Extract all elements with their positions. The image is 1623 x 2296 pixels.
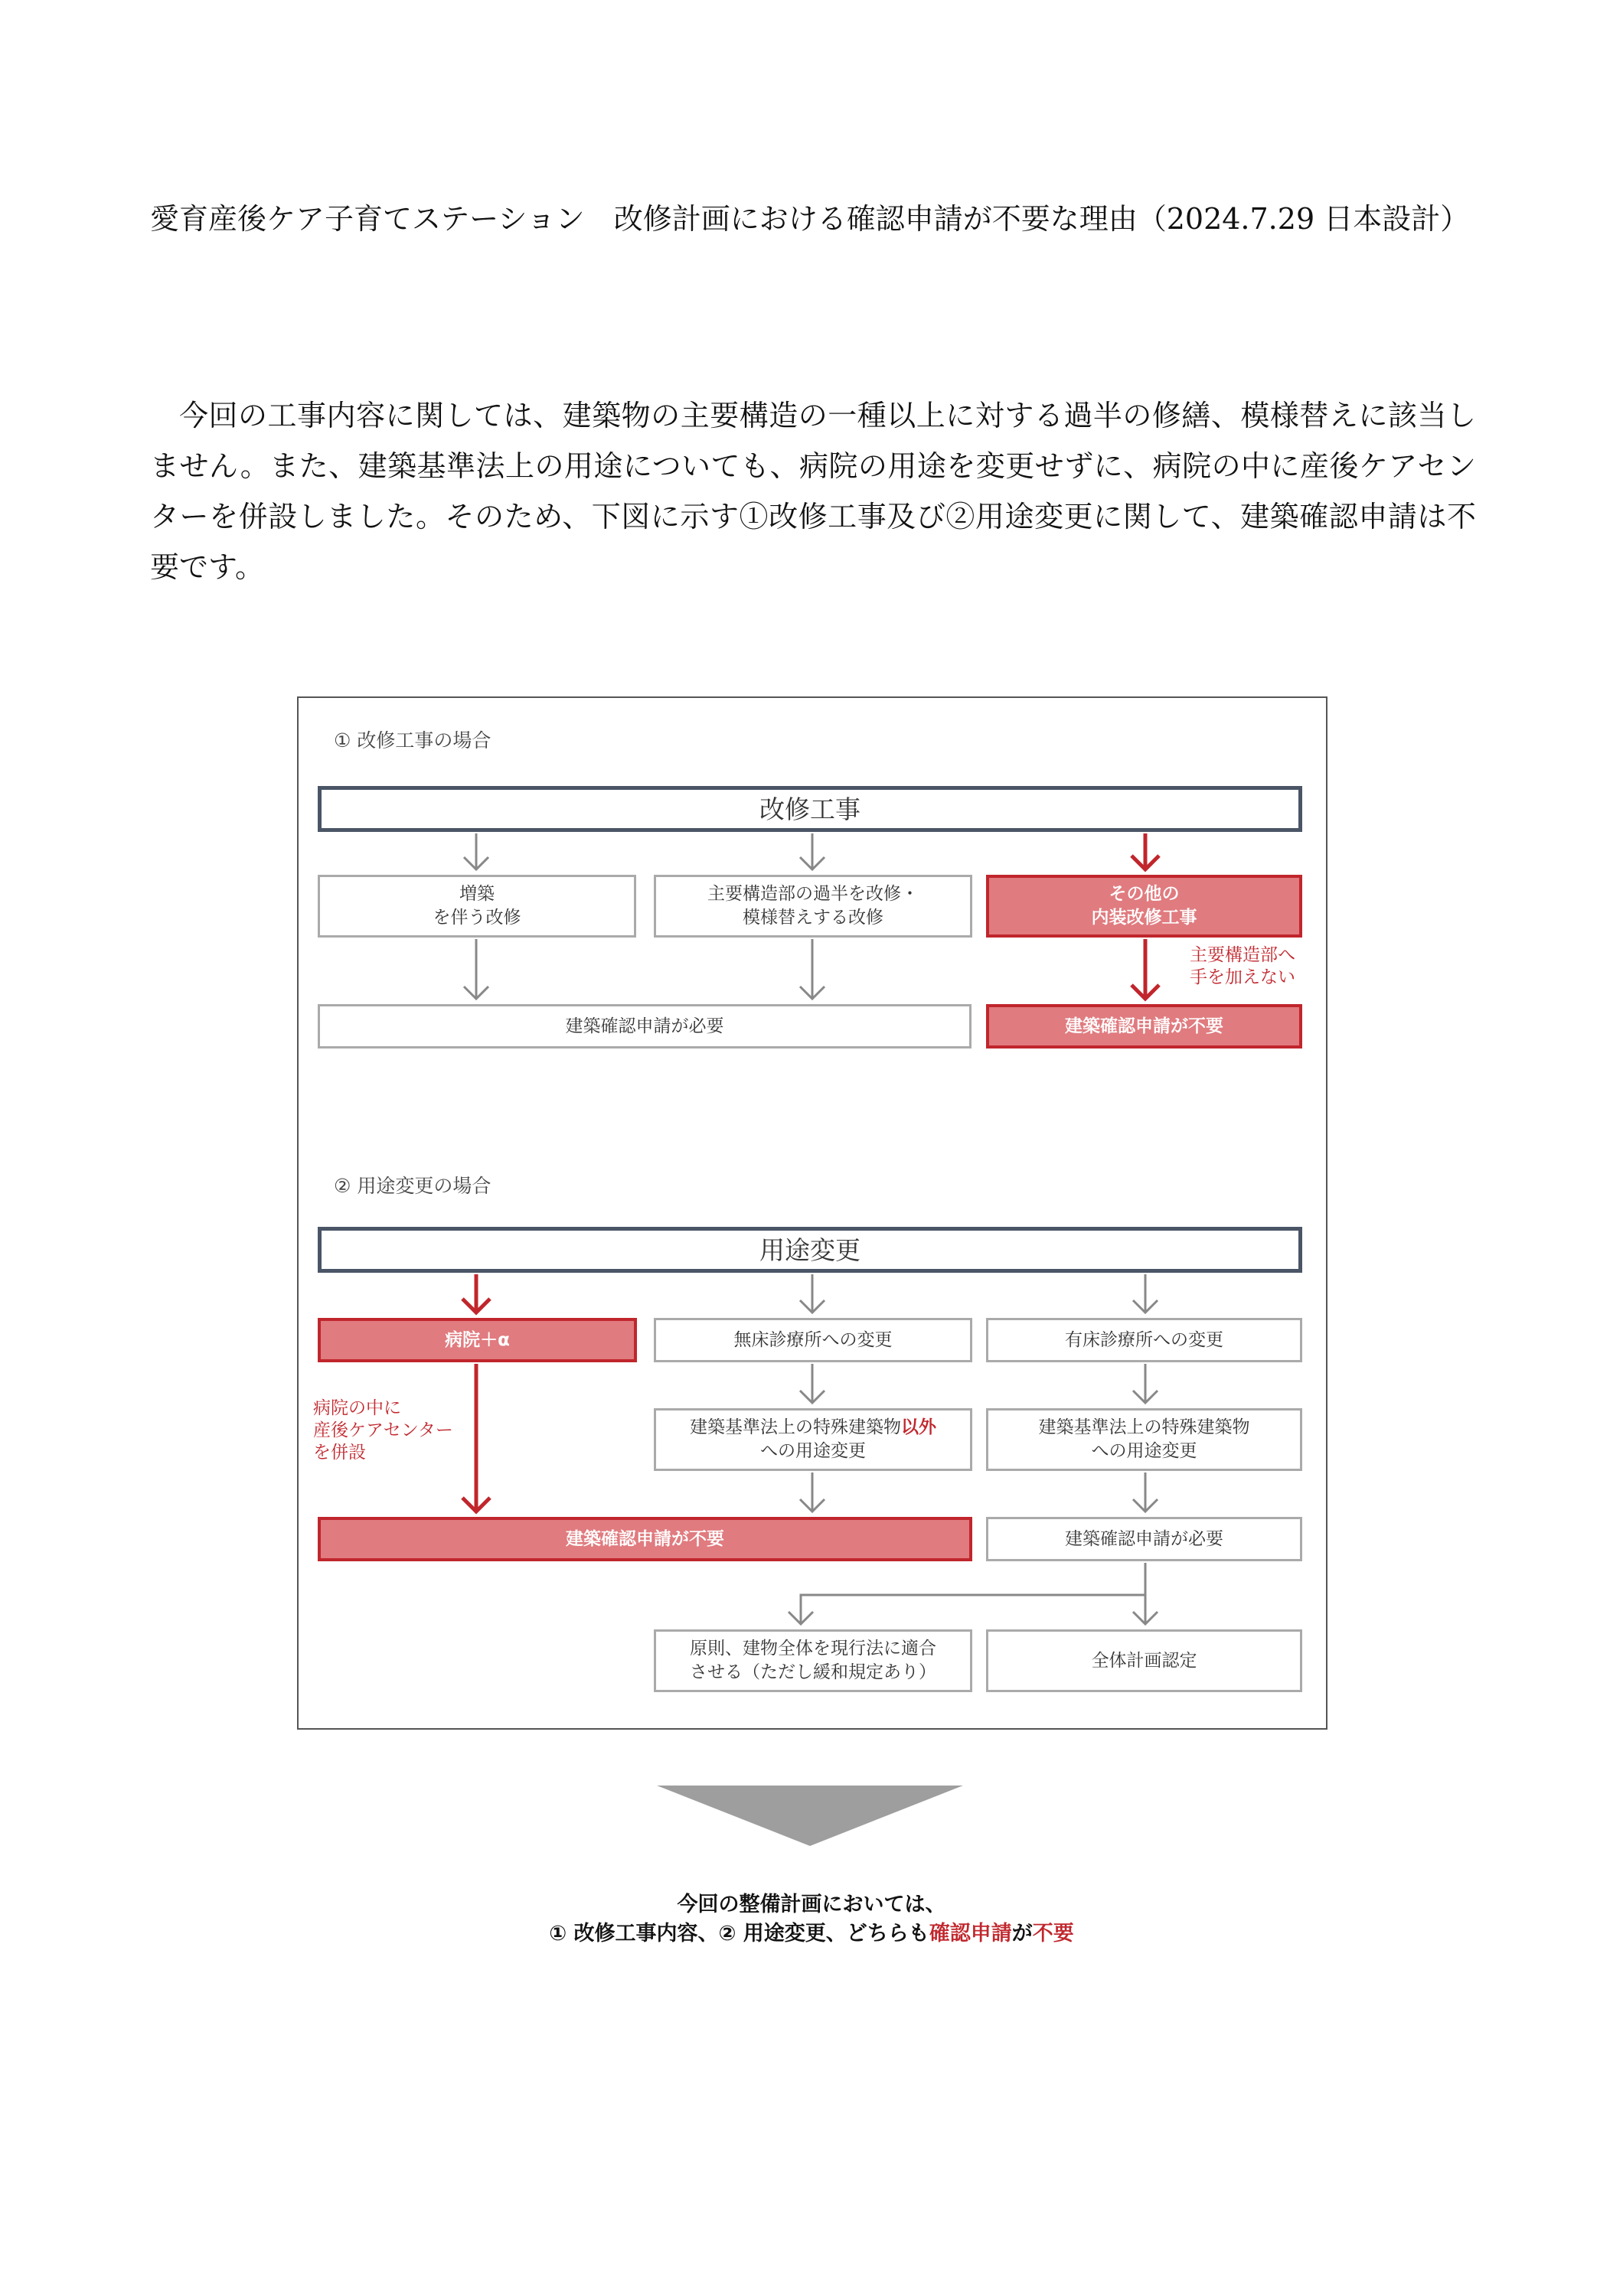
section1-title: ① 改修工事の場合 (334, 729, 491, 752)
arrow-down-icon (1133, 1274, 1158, 1313)
special-except-prefix: 建築基準法上の特殊建築物 (690, 1417, 901, 1437)
special-except-highlight: 以外 (901, 1417, 936, 1437)
conclusion-line1: 今回の整備計画においては、 (677, 1893, 946, 1916)
no-bed-clinic-box: 無床診療所への変更 (654, 1318, 972, 1362)
document-title: 愛育産後ケア子育てステーション 改修計画における確認申請が不要な理由（2024.7.29 日本設計） (150, 202, 1470, 236)
permit-not-required-box-1: 建築確認申請が不要 (986, 1004, 1302, 1049)
permit-required-box-1: 建築確認申請が必要 (318, 1004, 972, 1049)
conclusion-highlight-unneeded: 不要 (1032, 1922, 1074, 1945)
permit-required-box-2: 建築確認申請が必要 (986, 1517, 1302, 1561)
red-arrow-down-icon (1132, 939, 1159, 999)
bed-clinic-box: 有床診療所への変更 (986, 1318, 1302, 1362)
hospital-plus-alpha-box: 病院＋α (318, 1318, 637, 1362)
conform-current-law-box: 原則、建物全体を現行法に適合 させる（ただし緩和規定あり） (654, 1629, 972, 1692)
arrow-down-icon (800, 939, 825, 999)
main-structure-renovation-box: 主要構造部の過半を改修・ 模様替えする改修 (654, 875, 972, 938)
hospital-annex-note: 病院の中に 産後ケアセンター を併設 (313, 1398, 453, 1463)
arrow-down-icon (1133, 1364, 1158, 1403)
red-arrow-down-icon (462, 1274, 490, 1313)
other-interior-renovation-box: その他の 内装改修工事 (986, 875, 1302, 938)
arrow-down-icon (464, 939, 488, 999)
red-arrow-down-icon (1132, 833, 1159, 869)
arrow-down-icon (800, 1274, 825, 1313)
overall-plan-approval-box: 全体計画認定 (986, 1629, 1302, 1692)
no-structure-change-note: 主要構造部へ 手を加えない (1190, 945, 1295, 987)
arrow-down-icon (800, 833, 825, 869)
big-down-arrow-icon (657, 1786, 963, 1846)
branch-connector (789, 1563, 1158, 1624)
renovation-top-box: 改修工事 (318, 786, 1302, 832)
arrow-down-icon (1133, 1473, 1158, 1512)
red-arrow-down-icon (462, 1364, 490, 1512)
special-except-suffix: への用途変更 (760, 1441, 866, 1461)
extension-renovation-box: 増築 を伴う改修 (318, 875, 636, 938)
conclusion-highlight-permit: 確認申請 (929, 1922, 1012, 1945)
conclusion (230, 1890, 1393, 1949)
permit-not-required-box-2: 建築確認申請が不要 (318, 1517, 972, 1561)
use-change-top-box: 用途変更 (318, 1227, 1302, 1273)
arrow-down-icon (800, 1473, 825, 1512)
conclusion-mid: が (1011, 1922, 1033, 1945)
conclusion-prefix: ① 改修工事内容、② 用途変更、どちらも (549, 1922, 929, 1945)
section2-title: ② 用途変更の場合 (334, 1175, 491, 1197)
arrow-down-icon (800, 1364, 825, 1403)
arrow-down-icon (464, 833, 488, 869)
intro-text: 今回の工事内容に関しては、建築物の主要構造の一種以上に対する過半の修繕、模様替えに該当しません。また、建築基準法上の用途についても、病院の用途を変更せずに、病院の中に産後ケアセンターを併設しました。そのため、下図に示す①改修工事及び②用途変更に関して、建築確認申請は不要です。 (150, 399, 1476, 584)
conclusion-line2 (230, 1919, 1393, 1949)
special-building-box: 建築基準法上の特殊建築物 への用途変更 (986, 1408, 1302, 1471)
